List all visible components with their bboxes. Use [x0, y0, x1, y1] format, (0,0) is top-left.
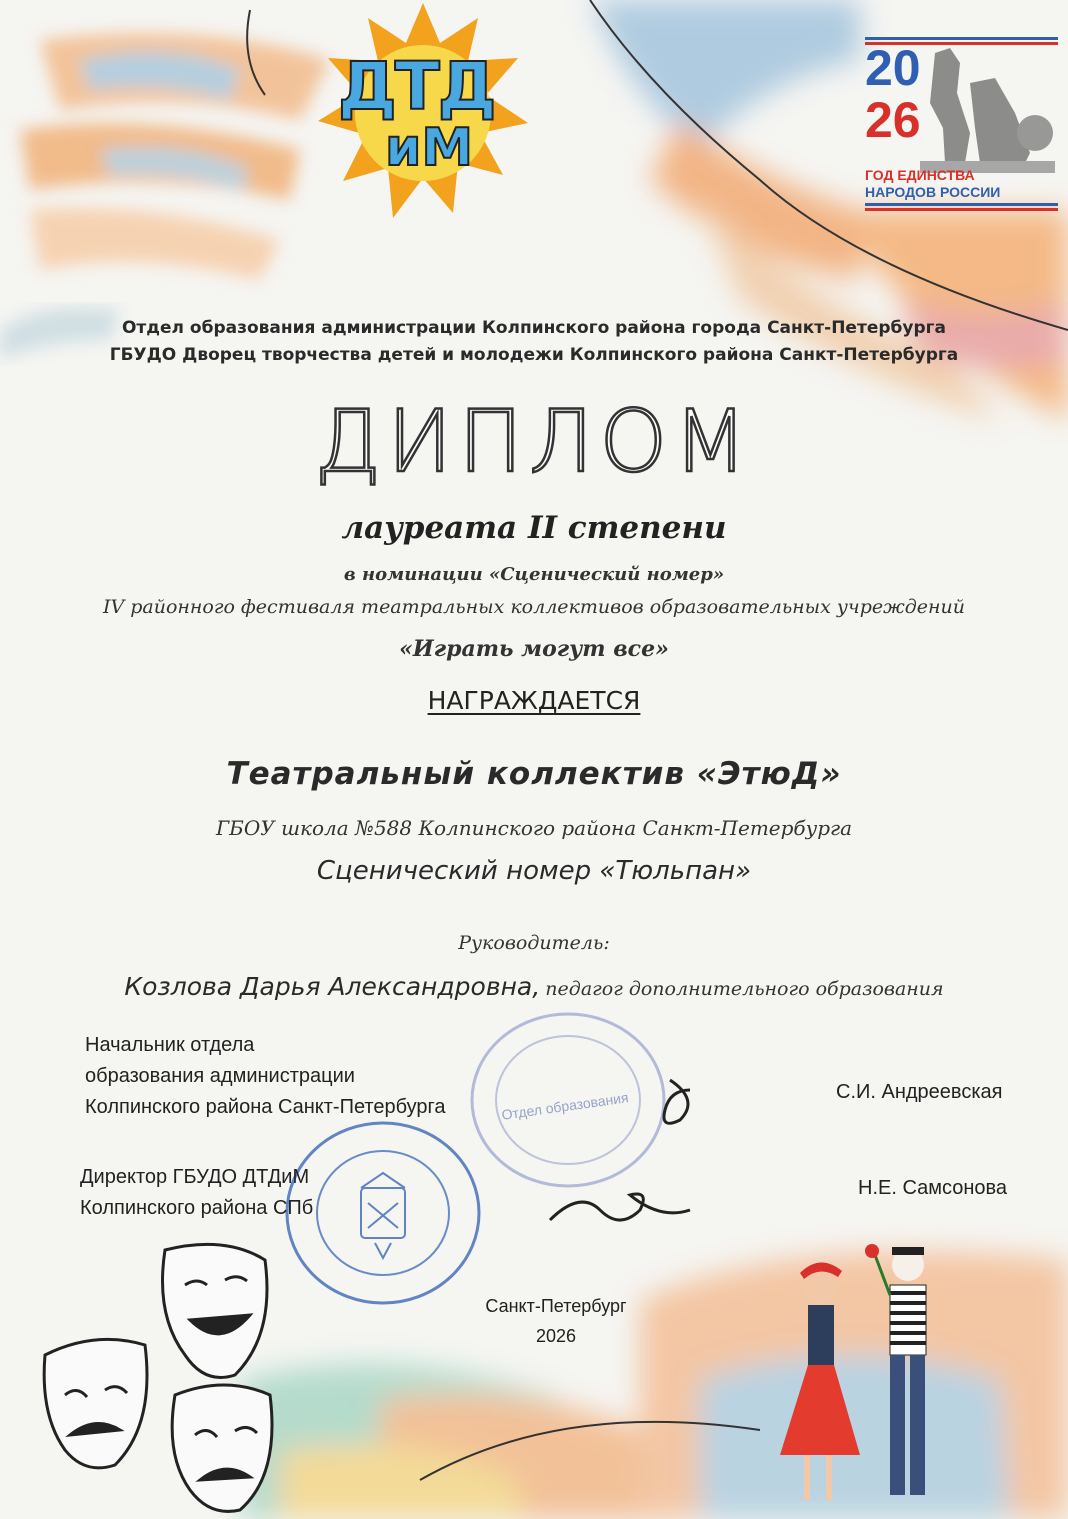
director-title-2: Колпинского района СПб — [80, 1197, 314, 1219]
logo-year-bottom: 26 — [865, 92, 921, 148]
festival-description: IV районного фестиваля театральных коллективов образовательных учреждений — [102, 596, 966, 618]
logo-caption-2: НАРОДОВ РОССИИ — [865, 184, 1001, 200]
leader-name: Козлова Дарья Александровна, — [124, 972, 541, 1001]
head-name: С.И. Андреевская — [836, 1081, 1003, 1103]
director-title-1: Директор ГБУДО ДТДиМ — [80, 1166, 310, 1188]
monument-icon — [920, 48, 1055, 173]
diploma-title: ДИПЛОМ — [314, 392, 754, 492]
performance-name: Сценический номер «Тюльпан» — [316, 856, 752, 886]
head-title-1: Начальник отдела — [85, 1034, 255, 1056]
recipient-name: Театральный коллектив «ЭтюД» — [226, 756, 842, 792]
logo-year-top: 20 — [865, 40, 921, 96]
recipient-school: ГБОУ школа №588 Колпинского района Санкт-Петербурга — [215, 816, 853, 840]
head-title-2: образования администрации — [85, 1065, 355, 1087]
leader-role: педагог дополнительного образования — [545, 978, 944, 1000]
director-name: Н.Е. Самсонова — [858, 1177, 1008, 1199]
footer-city: Санкт-Петербург — [485, 1296, 627, 1316]
theatre-masks-icon — [25, 1235, 285, 1519]
logo-letters-bottom: иМ — [385, 118, 474, 178]
org-line-2: ГБУДО Дворец творчества детей и молодежи Колпинского района Санкт-Петербурга — [109, 345, 959, 365]
head-title-3: Колпинского района Санкт-Петербурга — [85, 1096, 446, 1118]
logo-letters-top: ДТД — [338, 48, 495, 125]
awarded-label: НАГРАЖДАЕТСЯ — [427, 686, 641, 715]
leader-label: Руководитель: — [458, 932, 610, 954]
director-title — [80, 1162, 313, 1224]
org-line-1: Отдел образования администрации Колпинского района города Санкт-Петербурга — [121, 318, 946, 338]
logo-caption-1: ГОД ЕДИНСТВА — [865, 167, 975, 183]
year-of-unity-logo — [865, 33, 1058, 213]
head-title — [85, 1030, 446, 1123]
handwritten-signatures — [540, 1070, 720, 1240]
stamp-center-text: Отдел образования — [500, 1089, 630, 1123]
mime-couple-illustration-icon — [760, 1225, 970, 1519]
nomination: в номинации «Сценический номер» — [343, 564, 725, 585]
footer-year: 2026 — [535, 1326, 577, 1346]
festival-name: «Играть могут все» — [399, 636, 669, 662]
coat-of-arms-icon — [361, 1173, 405, 1258]
leader-line — [0, 972, 1068, 1001]
diploma-degree: лауреата II степени — [341, 510, 727, 546]
